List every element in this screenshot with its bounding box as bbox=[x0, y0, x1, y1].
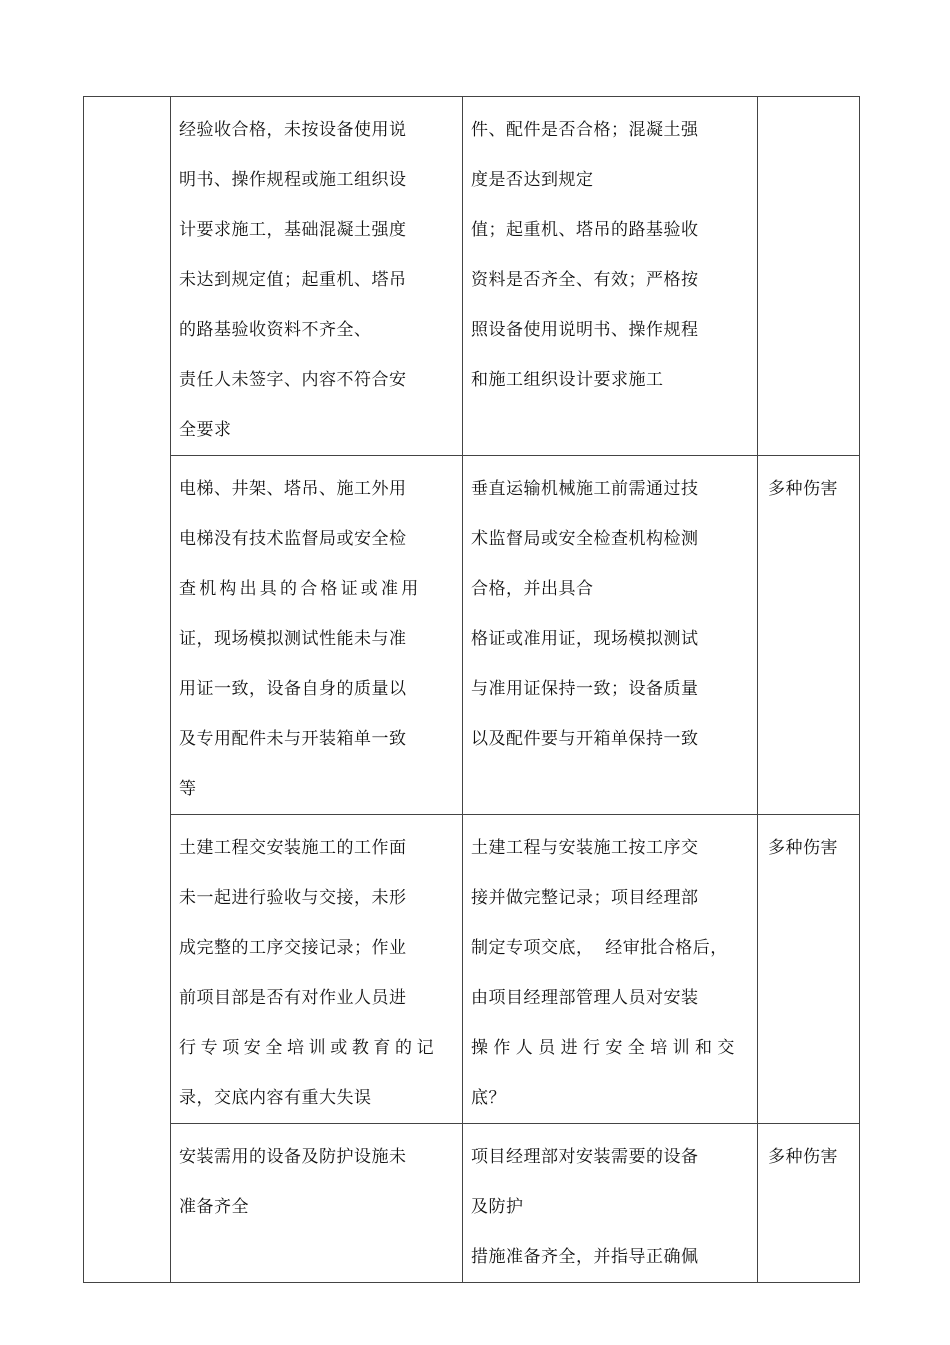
text-line: 电梯没有技术监督局或安全检 bbox=[179, 529, 407, 549]
text-line: 全要求 bbox=[179, 420, 232, 440]
description-cell bbox=[171, 456, 463, 815]
text-line: 经验收合格，未按设备使用说 bbox=[179, 120, 407, 140]
text-line: 和施工组织设计要求施工 bbox=[471, 370, 664, 390]
text-line: 资料是否齐全、有效；严格按 bbox=[471, 270, 699, 290]
text-line: 及防护 bbox=[471, 1197, 524, 1217]
text-line: 安装需用的设备及防护设施未 bbox=[179, 1147, 407, 1167]
text-line: 未达到规定值；起重机、塔吊 bbox=[179, 270, 407, 290]
hazard-table bbox=[83, 96, 860, 1283]
text-line: 电梯、井架、塔吊、施工外用 bbox=[179, 479, 407, 499]
text-line: 及专用配件未与开装箱单一致 bbox=[179, 729, 407, 749]
table-row bbox=[84, 1124, 860, 1283]
text-line: 等 bbox=[179, 779, 197, 799]
hazard-label: 多种伤害 bbox=[768, 479, 838, 499]
text-line: 与准用证保持一致；设备质量 bbox=[471, 679, 699, 699]
description-cell bbox=[171, 97, 463, 456]
table-row bbox=[84, 815, 860, 1124]
hazard-label bbox=[766, 105, 851, 155]
table-row bbox=[84, 97, 860, 456]
description-cell bbox=[171, 1124, 463, 1283]
description-cell bbox=[171, 815, 463, 1124]
hazard-label: 多种伤害 bbox=[768, 838, 838, 858]
text-line: 证，现场模拟测试性能未与准 bbox=[179, 629, 407, 649]
hazard-cell bbox=[758, 97, 860, 456]
text-line: 查机构出具的合格证或准用 bbox=[179, 579, 422, 599]
text-line: 措施准备齐全，并指导正确佩 bbox=[471, 1247, 699, 1267]
text-line: 件、配件是否合格；混凝土强 bbox=[471, 120, 699, 140]
text-line: 未一起进行验收与交接，未形 bbox=[179, 888, 407, 908]
text-line: 操作人员进行安全培训和交 bbox=[471, 1038, 740, 1058]
table-row bbox=[84, 456, 860, 815]
text-line: 制定专项交底， 经审批合格后， bbox=[471, 938, 728, 958]
text-line: 术监督局或安全检查机构检测 bbox=[471, 529, 699, 549]
text-line: 以及配件要与开箱单保持一致 bbox=[471, 729, 699, 749]
hazard-label: 多种伤害 bbox=[768, 1147, 838, 1167]
text-line: 格证或准用证，现场模拟测试 bbox=[471, 629, 699, 649]
text-line: 责任人未签字、内容不符合安 bbox=[179, 370, 407, 390]
text-line: 计要求施工，基础混凝土强度 bbox=[179, 220, 407, 240]
measures-cell bbox=[463, 97, 758, 456]
measures-cell bbox=[463, 456, 758, 815]
text-line: 录，交底内容有重大失误 bbox=[179, 1088, 372, 1108]
text-line: 垂直运输机械施工前需通过技 bbox=[471, 479, 699, 499]
text-line: 土建工程与安装施工按工序交 bbox=[471, 838, 699, 858]
measures-cell bbox=[463, 815, 758, 1124]
text-line: 的路基验收资料不齐全、 bbox=[179, 320, 372, 340]
text-line: 行专项安全培训或教育的记 bbox=[179, 1038, 439, 1058]
text-line: 由项目经理部管理人员对安装 bbox=[471, 988, 699, 1008]
text-line: 前项目部是否有对作业人员进 bbox=[179, 988, 407, 1008]
text-line: 度是否达到规定 bbox=[471, 170, 594, 190]
text-line: 照设备使用说明书、操作规程 bbox=[471, 320, 699, 340]
text-line: 用证一致，设备自身的质量以 bbox=[179, 679, 407, 699]
hazard-cell bbox=[758, 1124, 860, 1283]
text-line: 接并做完整记录；项目经理部 bbox=[471, 888, 699, 908]
text-line: 值；起重机、塔吊的路基验收 bbox=[471, 220, 699, 240]
category-cell bbox=[84, 97, 171, 1283]
text-line: 合格，并出具合 bbox=[471, 579, 594, 599]
text-line: 准备齐全 bbox=[179, 1197, 249, 1217]
measures-cell bbox=[463, 1124, 758, 1283]
text-line: 明书、操作规程或施工组织设 bbox=[179, 170, 407, 190]
text-line: 项目经理部对安装需要的设备 bbox=[471, 1147, 699, 1167]
text-line: 成完整的工序交接记录；作业 bbox=[179, 938, 407, 958]
text-line: 底？ bbox=[471, 1088, 506, 1108]
text-line: 土建工程交安装施工的工作面 bbox=[179, 838, 407, 858]
hazard-cell bbox=[758, 815, 860, 1124]
hazard-cell bbox=[758, 456, 860, 815]
